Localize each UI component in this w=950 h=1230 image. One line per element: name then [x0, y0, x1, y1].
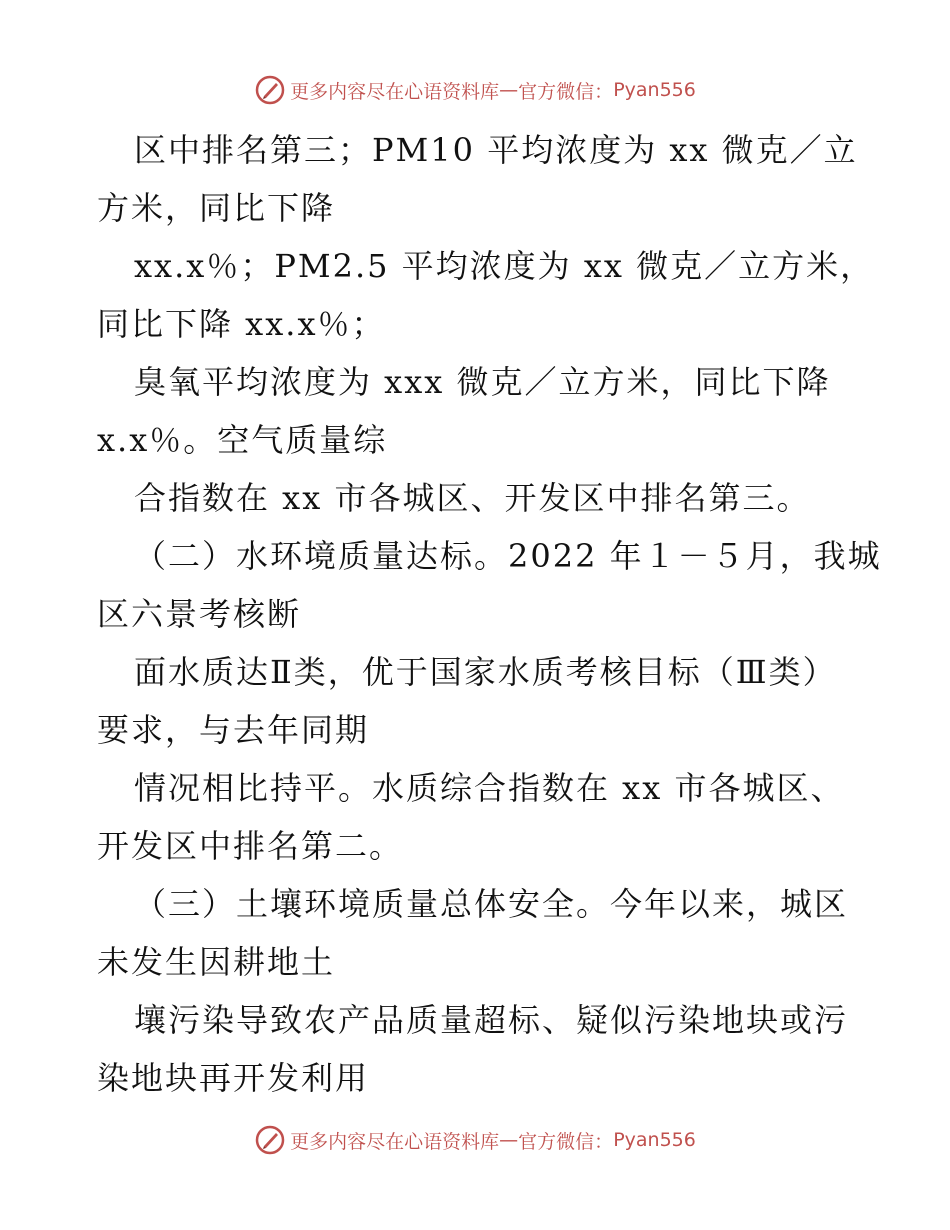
paragraph-9-line-2: 染地块再开发利用	[97, 1059, 370, 1097]
paragraph-1-line-1: 区中排名第三；PM10 平均浓度为 xx 微克／立	[134, 131, 858, 169]
watermark-dash: —	[499, 79, 519, 101]
header-watermark	[0, 70, 950, 110]
quill-logo-icon	[254, 1124, 286, 1156]
paragraph-8-line-1: （三）土壤环境质量总体安全。今年以来，城区	[134, 885, 849, 923]
paragraph-6-line-2: 要求，与去年同期	[97, 711, 370, 749]
paragraph-6-line-1: 面水质达Ⅱ类，优于国家水质考核目标（Ⅲ类）	[134, 653, 837, 691]
watermark-official-label: 官方微信：	[518, 80, 614, 103]
watermark-account: Pyan556	[613, 79, 696, 101]
quill-logo-icon	[254, 74, 286, 106]
watermark-dash: —	[499, 1129, 519, 1151]
paragraph-2-line-2: 同比下降 xx.x％；	[97, 305, 386, 343]
paragraph-3-line-2: x.x％。空气质量综	[97, 421, 388, 459]
paragraph-7-line-1: 情况相比持平。水质综合指数在 xx 市各城区、	[134, 769, 845, 807]
watermark-text: 更多内容尽在心语资料库	[290, 1130, 500, 1153]
paragraph-7-line-2: 开发区中排名第二。	[97, 827, 404, 865]
paragraph-8-line-2: 未发生因耕地土	[97, 943, 336, 981]
watermark-account: Pyan556	[613, 1129, 696, 1151]
paragraph-3-line-1: 臭氧平均浓度为 xxx 微克／立方米，同比下降	[134, 363, 831, 401]
watermark-official-label: 官方微信：	[518, 1130, 614, 1153]
watermark-text: 更多内容尽在心语资料库	[290, 80, 500, 103]
paragraph-5-line-2: 区六景考核断	[97, 595, 302, 633]
footer-watermark	[0, 1120, 950, 1160]
paragraph-9-line-1: 壤污染导致农产品质量超标、疑似污染地块或污	[134, 1001, 849, 1039]
paragraph-2-line-1: xx.x％；PM2.5 平均浓度为 xx 微克／立方米，	[134, 247, 875, 285]
paragraph-5-line-1: （二）水环境质量达标。2022 年１－５月，我城	[134, 537, 882, 575]
paragraph-4-line-1: 合指数在 xx 市各城区、开发区中排名第三。	[134, 479, 811, 517]
paragraph-1-line-2: 方米，同比下降	[97, 189, 336, 227]
